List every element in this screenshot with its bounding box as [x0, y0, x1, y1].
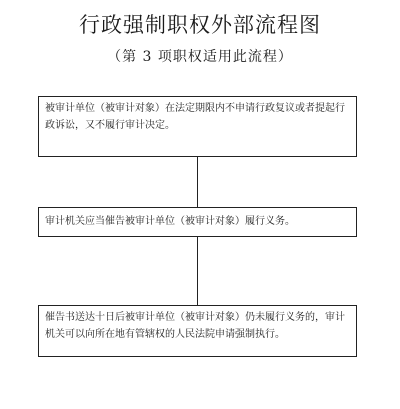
step-box-3 — [38, 305, 357, 357]
step-box-1 — [38, 96, 357, 157]
connector-line-2 — [197, 237, 198, 305]
connector-line-1 — [197, 157, 198, 207]
step-text-1: 被审计单位（被审计对象）在法定期限内不申请行政复议或者提起行政诉讼，又不履行审计决定。 — [45, 103, 345, 131]
diagram-title: 行政强制职权外部流程图 — [79, 13, 321, 37]
step-box-2 — [38, 207, 357, 237]
diagram-subtitle: （第 3 项职权适用此流程） — [107, 49, 293, 65]
step-text-2: 审计机关应当催告被审计单位（被审计对象）履行义务。 — [45, 216, 295, 227]
step-text-3: 催告书送达十日后被审计单位（被审计对象）仍未履行义务的，审计机关可以向所在地有管辖权的人民法院申请强制执行。 — [45, 312, 345, 340]
